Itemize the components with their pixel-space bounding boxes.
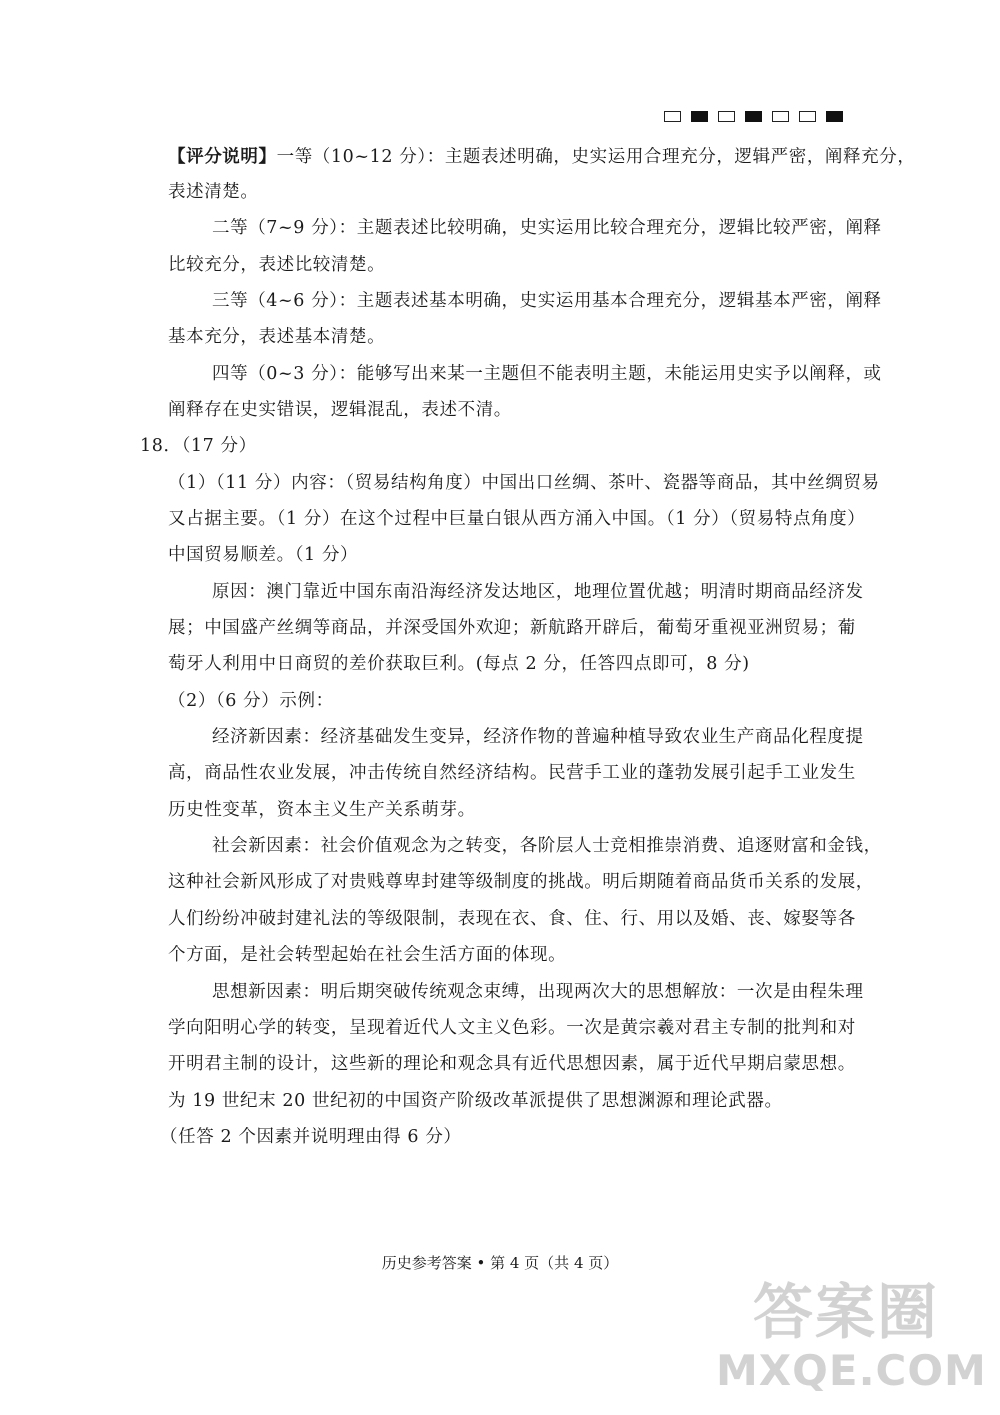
empty-square-mark bbox=[718, 111, 735, 122]
scoring-grade2-line1: 二等（7~9 分）：主题表述比较明确，史实运用比较合理充分，逻辑比较严密，阐释 bbox=[212, 218, 882, 238]
economy-line3: 历史性变革，资本主义生产关系萌芽。 bbox=[168, 800, 476, 820]
thought-line1: 思想新因素：明后期突破传统观念束缚，出现两次大的思想解放：一次是由程朱理 bbox=[212, 982, 864, 1002]
society-line4: 个方面，是社会转型起始在社会生活方面的体现。 bbox=[168, 945, 567, 965]
scoring-grade2-line2: 比较充分，表述比较清楚。 bbox=[168, 255, 386, 275]
page-footer: 历史参考答案 • 第 4 页（共 4 页） bbox=[381, 1254, 619, 1272]
empty-square-mark bbox=[799, 111, 816, 122]
filled-square-mark bbox=[745, 111, 762, 122]
scoring-grade1-line2: 表述清楚。 bbox=[168, 182, 259, 202]
watermark-logo: 答案圈 bbox=[753, 1278, 939, 1348]
society-line2: 这种社会新风形成了对贵贱尊卑封建等级制度的挑战。明后期随着商品货币关系的发展， bbox=[168, 872, 874, 892]
scoring-grade4-line2: 阐释存在史实错误，逻辑混乱，表述不清。 bbox=[168, 400, 512, 420]
reason-line1: 原因：澳门靠近中国东南沿海经济发达地区，地理位置优越；明清时期商品经济发 bbox=[212, 582, 864, 602]
watermark-url: MXQE.COM bbox=[716, 1346, 987, 1395]
part1-line1: （1）（11 分）内容：（贸易结构角度）中国出口丝绸、茶叶、瓷器等商品，其中丝绸贸易 bbox=[168, 473, 880, 493]
society-line3: 人们纷纷冲破封建礼法的等级限制，表现在衣、食、住、行、用以及婚、丧、嫁娶等各 bbox=[168, 909, 856, 929]
filled-square-mark bbox=[691, 111, 708, 122]
scoring-note: （任答 2 个因素并说明理由得 6 分） bbox=[160, 1127, 462, 1147]
filled-square-mark bbox=[826, 111, 843, 122]
reason-line3: 萄牙人利用中日商贸的差价获取巨利。(每点 2 分，任答四点即可，8 分) bbox=[168, 654, 750, 674]
scoring-grade4-line1: 四等（0~3 分）：能够写出来某一主题但不能表明主题，未能运用史实予以阐释，或 bbox=[212, 364, 882, 384]
scoring-grade3-line1: 三等（4~6 分）：主题表述基本明确，史实运用基本合理充分，逻辑基本严密，阐释 bbox=[212, 291, 882, 311]
thought-line4: 为 19 世纪末 20 世纪初的中国资产阶级改革派提供了思想渊源和理论武器。 bbox=[168, 1091, 783, 1111]
economy-line1: 经济新因素：经济基础发生变异，经济作物的普遍种植导致农业生产商品化程度提 bbox=[212, 727, 864, 747]
empty-square-mark bbox=[664, 111, 681, 122]
empty-square-mark bbox=[772, 111, 789, 122]
reason-line2: 展；中国盛产丝绸等商品，并深受国外欢迎；新航路开辟后，葡萄牙重视亚洲贸易；葡 bbox=[168, 618, 856, 638]
watermark bbox=[716, 1277, 987, 1397]
economy-line2: 高，商品性农业发展，冲击传统自然经济结构。民营手工业的蓬勃发展引起手工业发生 bbox=[168, 763, 856, 783]
scoring-grade3-line2: 基本充分，表述基本清楚。 bbox=[168, 327, 386, 347]
thought-line3: 开明君主制的设计，这些新的理论和观念具有近代思想因素，属于近代早期启蒙思想。 bbox=[168, 1054, 856, 1074]
society-line1: 社会新因素：社会价值观念为之转变，各阶层人士竞相推崇消费、追逐财富和金钱， bbox=[212, 836, 882, 856]
header-marks bbox=[664, 111, 843, 125]
part1-line2: 又占据主要。（1 分）在这个过程中巨量白银从西方涌入中国。（1 分）（贸易特点角度） bbox=[168, 509, 866, 529]
part1-line3: 中国贸易顺差。（1 分） bbox=[168, 545, 359, 565]
scoring-grade1-line1: 【评分说明】一等（10~12 分）：主题表述明确，史实运用合理充分，逻辑严密，阐释充分， bbox=[168, 147, 916, 167]
scoring-label: 【评分说明】 bbox=[168, 147, 277, 167]
question-heading: 18．（17 分） bbox=[140, 436, 257, 456]
thought-line2: 学向阳明心学的转变，呈现着近代人文主义色彩。一次是黄宗羲对君主专制的批判和对 bbox=[168, 1018, 856, 1038]
part2-heading: （2）（6 分）示例： bbox=[168, 691, 334, 711]
